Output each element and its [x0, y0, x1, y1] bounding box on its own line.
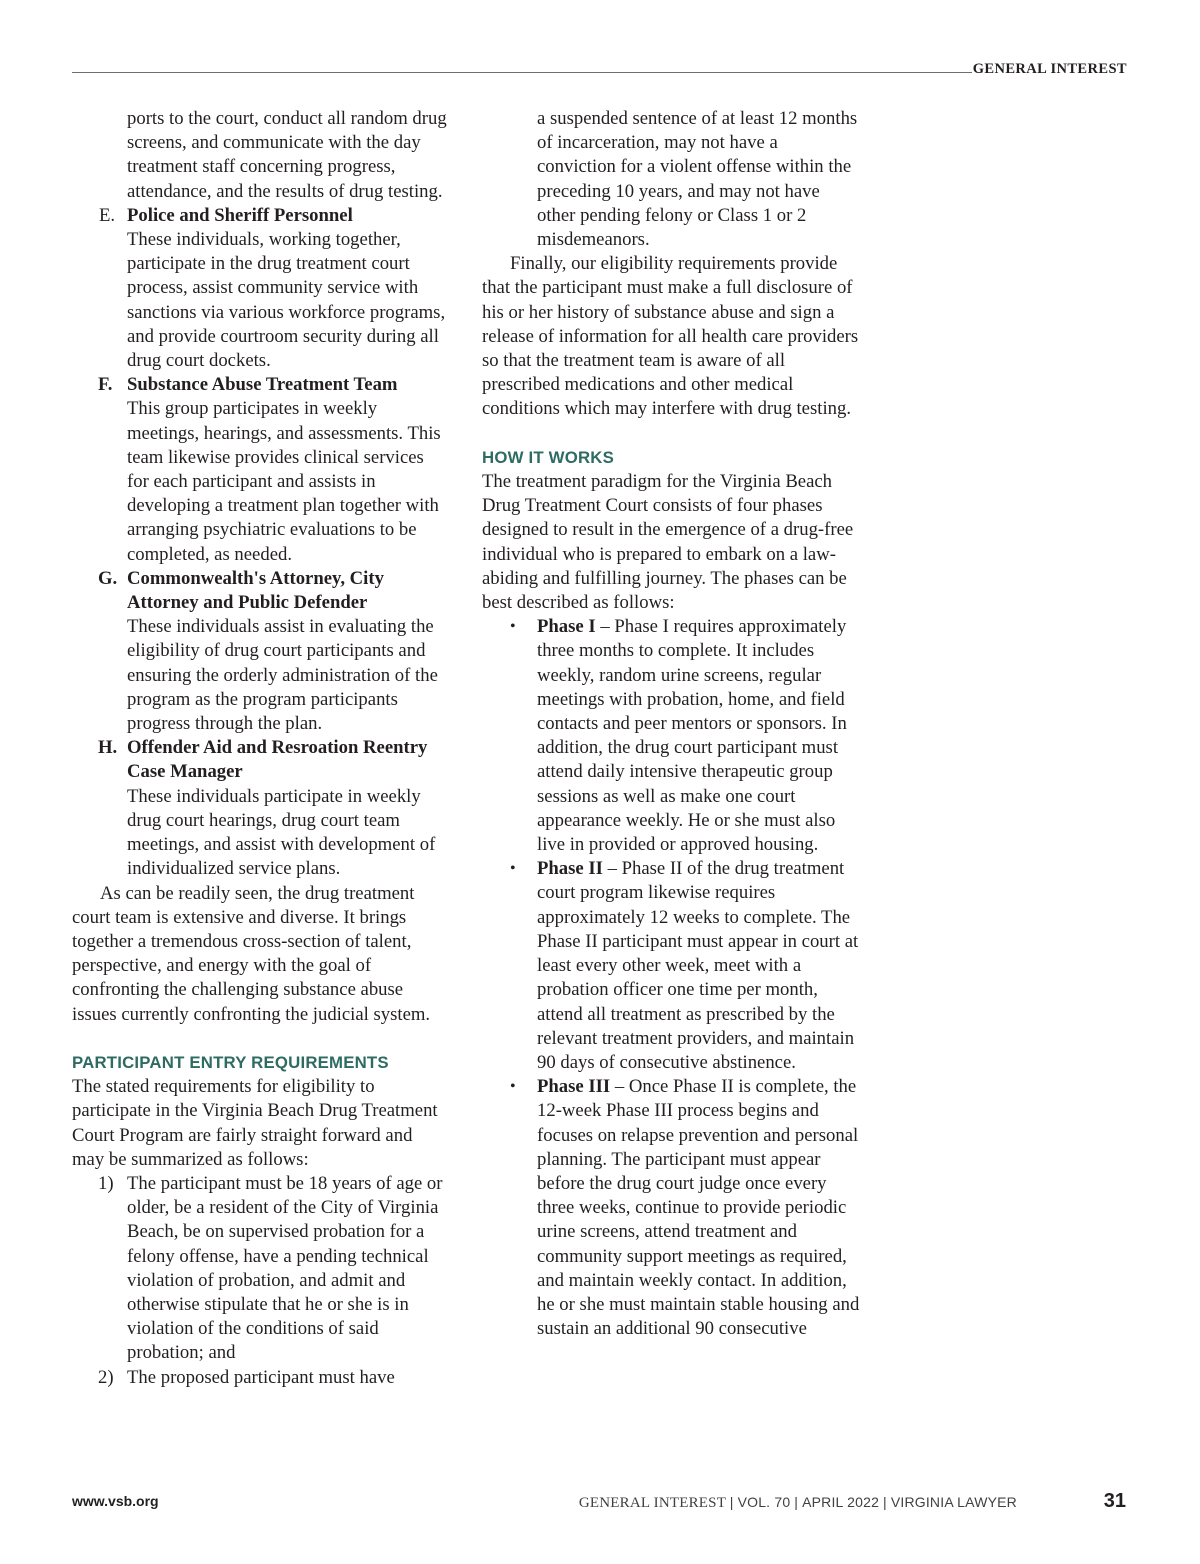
list-item-e [72, 204, 448, 373]
running-header: GENERAL INTEREST [972, 61, 1127, 77]
phase-dash: – [595, 616, 615, 638]
phase-item-2 [482, 857, 860, 1075]
list-item-body: These individuals assist in evaluating the eligibility of drug court participants and ensuring the orderly administration of the program as the program participants progress through the plan. [127, 616, 438, 735]
footer-section: GENERAL INTEREST [578, 1495, 726, 1511]
requirement-2-continued: a suspended sentence of at least 12 months of incarceration, may not have a conviction for a violent offense within the preceding 10 years, and may not have other pending felony or Class 1 or 2 misdemeanors. [537, 108, 858, 251]
list-item-title: Offender Aid and Resroation Reentry Case Manager [127, 737, 428, 783]
summary-paragraph: As can be readily seen, the drug treatment court team is extensive and diverse. It brings together a tremendous cross-section of talent, perspective, and energy with the goal of confronting the challenging substance abuse issues currently confronting the judicial system. [72, 882, 431, 1025]
phase-dash: – [602, 858, 622, 880]
left-column [72, 107, 448, 1390]
footer-date: APRIL 2022 [802, 1494, 880, 1510]
requirement-text: The proposed participant must have [127, 1366, 395, 1388]
phase-text [537, 1075, 860, 1341]
continued-paragraph: ports to the court, conduct all random drug screens, and communicate with the day treatment staff concerning progress, attendance, and the results of drug testing. [127, 108, 447, 202]
list-item-title: Commonwealth's Attorney, City Attorney and Public Defender [127, 567, 384, 614]
requirement-item-1 [72, 1172, 448, 1366]
phase-item-1 [482, 615, 860, 857]
requirement-item-2 [72, 1366, 448, 1390]
list-marker: H. [98, 737, 118, 759]
footer-separator: | [729, 1494, 734, 1510]
phase-dash: – [610, 1076, 629, 1098]
how-intro-paragraph: The treatment paradigm for the Virginia Beach Drug Treatment Court consists of four phases designed to result in the emergence of a drug-free individual who is prepared to embark on a law-abiding and fulfilling journey. The phases can be best described as follows: [482, 471, 854, 614]
list-marker: 2) [98, 1366, 114, 1388]
finally-paragraph: Finally, our eligibility requirements provide that the participant must make a full disclosure of his or her history of substance abuse and sign a release of information for all health care providers so that the treatment team is aware of all prescribed medications and other medical conditions which may interfere with drug testing. [482, 253, 859, 420]
page-number: 31 [1103, 1490, 1126, 1512]
list-item-f [72, 373, 448, 567]
list-item-body: These individuals, working together, participate in the drug treatment court process, assist community service with sanctions via various workforce programs, and provide courtroom security during all drug court dockets. [127, 229, 446, 372]
requirement-text: The participant must be 18 years of age or older, be a resident of the City of Virginia Beach, be on supervised probation for a felony offense, have a pending technical violation of probation, and admit and otherwise stipulate that he or she is in violation of the conditions of said probation; and [127, 1172, 443, 1364]
footer-separator: | [794, 1494, 799, 1510]
phase-title: Phase II [537, 858, 603, 880]
phase-body: Phase I requires approximately three months to complete. It includes weekly, random urine screens, regular meetings with probation, home, and field contacts and peer mentors or sponsors. In addition, the drug court participant must attend daily intensive therapeutic group sessions as well as make one court appearance weekly. He or she must also live in provided or approved housing. [537, 616, 847, 856]
footer-publication-info [579, 1494, 1017, 1512]
list-item-title: Substance Abuse Treatment Team [127, 374, 398, 396]
footer-publication: VIRGINIA LAWYER [890, 1494, 1017, 1510]
section-heading-how: HOW IT WORKS [482, 447, 614, 467]
phase-body: Phase II of the drug treatment court program likewise requires approximately 12 weeks to complete. The Phase II participant must appear in court at least every other week, meet with a probation officer one time per month, attend all treatment as prescribed by the relevant treatment providers, and maintain 90 days of consecutive abstinence. [537, 858, 859, 1073]
phase-title: Phase III [537, 1076, 611, 1098]
list-marker: F. [98, 374, 113, 396]
list-marker: G. [98, 567, 118, 589]
list-item-title: Police and Sheriff Personnel [127, 204, 353, 226]
right-column [482, 107, 860, 1341]
bullet-marker: • [510, 1078, 516, 1096]
list-item-body: These individuals participate in weekly drug court hearings, drug court team meetings, and assist with development of individualized service plans. [127, 785, 436, 880]
phase-text [537, 857, 860, 1075]
phase-title: Phase I [537, 616, 596, 638]
entry-intro-paragraph: The stated requirements for eligibility to participate in the Virginia Beach Drug Treatment Court Program are fairly straight forward and may be summarized as follows: [72, 1076, 438, 1170]
header-rule [72, 72, 972, 73]
list-item-h [72, 736, 448, 881]
bullet-marker: • [510, 618, 516, 636]
footer-volume: VOL. 70 [737, 1494, 791, 1510]
list-marker: E. [99, 204, 116, 226]
bullet-marker: • [510, 860, 516, 878]
phase-body: Once Phase II is complete, the 12-week Phase III process begins and focuses on relapse prevention and personal planning. The participant must appear before the drug court judge once every three weeks, continue to provide periodic urine screens, attend treatment and community support meetings as required, and maintain weekly contact. In addition, he or she must maintain stable housing and sustain an additional 90 consecutive [537, 1076, 860, 1340]
list-marker: 1) [98, 1172, 114, 1194]
footer-separator: | [883, 1494, 887, 1510]
footer-website-link[interactable]: www.vsb.org [72, 1493, 159, 1509]
list-item-g [72, 567, 448, 736]
section-heading-entry: PARTICIPANT ENTRY REQUIREMENTS [72, 1052, 389, 1072]
phase-text [537, 615, 860, 857]
phase-item-3 [482, 1075, 860, 1341]
list-item-body: This group participates in weekly meetings, hearings, and assessments. This team likewise provides clinical services for each participant and assists in developing a treatment plan together with arranging psychiatric evaluations to be completed, as needed. [127, 398, 441, 565]
